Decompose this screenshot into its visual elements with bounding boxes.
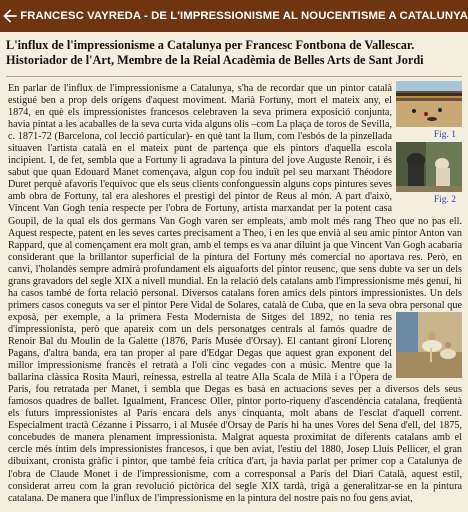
figure-2-caption: Fig. 2 [433, 195, 456, 206]
app-title: FRANCESC VAYREDA - DE L'IMPRESSIONISME AL NOUCENTISME A CATALUNYA [20, 10, 468, 22]
ballet-painting-image[interactable] [396, 312, 462, 378]
app-header [0, 0, 468, 32]
figure-2[interactable] [396, 142, 462, 206]
figure-3[interactable] [396, 312, 462, 380]
back-button[interactable] [0, 0, 20, 32]
figure-1-caption: Fig. 1 [433, 130, 456, 140]
article-body [0, 77, 468, 505]
figure-1[interactable] [396, 81, 462, 141]
arrow-left-icon [0, 6, 20, 26]
moulin-painting-image[interactable] [396, 142, 462, 192]
page-title: L'influx de l'impressionisme a Catalunya per Francesc Fontbona de Vallescar. Historiador de l'Art, Membre de la Reial Acadèmia de Belles Arts de Sant Jordi [6, 38, 424, 67]
article-scroll-area[interactable] [0, 32, 468, 512]
bullring-painting-image[interactable] [396, 81, 462, 127]
article-text: En parlar de l'influx de l'impressionisme a Catalunya, s'ha de recordar que un pintor català estigué ben a prop dels orígens d'aquest moviment. Marià Fortuny, mort el mateix any, el 1874, en què els impressionistes francesos celebraven la seva primera exposició conjunta, havia pintat a les acaballes de la seva curta vida alguns olis –com La plaça de toros de Sevilla, c. 1871-72 (Barcelona, col lecció particular)- en què tant la llum, com l'esbós de la pinzellada situaven l'artista català en el mateix punt de partença que els pintors d'aquella escola incipient. I, de fet, sembla que a Fortuny li agradava la pintura del jove Auguste Renoir, i és sabut que quan Edouard Manet començava, algun cop fou induït pel seu marxant Théodore Duret perquè afavoris l'equívoc que els seus clients confonguessin alguns cops pintures seves amb obra de Fortuny, tal era aleshores el prestigi del pintor de Reus al món. A part d'això, Vincent Van Gogh tenia respecte per l'obra de Fortuny, artista marxandat per la potent casa Goupil, de la qual els dos germans Van Gogh varen ser empleats, amb molt més rang Theo que no pas ell. Aquest respecte, patent en les seves cartes precisament a Theo, i en les que envià al seu amic pintor Anton van Rappard, que al començament era molt gran, amb el temps es va anar diluint ja que Vincent Van Gogh acabaria considerant que la brillantor superficial de la pintura del Fortuny més comercial no aportava res. Però, en canvi, l'holandès sempre admirà profundament els aiguaforts del pintor reusenc, que sens dubte va ser un dels grans gravadors del segle XIX a nivell mundial. En la relació dels catalans amb l'impressionisme més genuí, hi ha casos també de forta relació personal. Diversos catalans foren amics dels pintors impressionistes. Un dels primers casos coneguts va ser el pintor Pere Vidal de Solares, català de Cuba, que en la seva obra personal que exposà, per exemple, a la primera Festa Modernista de Sitges del 1892, no tenia res d'impressionista, però que apareix com un dels personatges centrals al famós quadre de Renoir Bal du Moulin de la Galette (1876, París Musée d'Orsay). El cantant gironí Llorenç Pagans, d'altra banda, era tan proper al pare d'Edgar Degas que aquest gran exponent del millor impressionisme francès el retratà a l'oli cinc vegades con a músic. Mentre que la ballarina clàssica Rosita Mauri, reinessa, estrella al teatre Alla Scala de Milà i a l'Òpera de París, fou retratada per Manet, i sembla que Degas es basà en actuacions seves per a diversos dels seus famosos quadres de ballet. Igualment, Francesc Oller, pintor porto-riqueny d'ascendència catalana, freqüentà els futurs impressionistes al París encara dels anys cinquanta, molt abans de l'esclat d'aquell corrent. Especialment tractà Cézanne i Pissarro, i al Musée d'Orsay de París hi ha unes Vores del Sena d'ell, del 1875, concebudes de manera plenament impressionista. Malgrat aquesta proximitat de diferents catalans amb el cercle més íntim dels impressionistes francesos, i que ben aviat, l'estiu del 1880, Josep Lluís Pellicer, el gran dibuixant, cronista gràfic i pintor, que també feia crítica d'art, ja havia parlat per primer cop a Catalunya de l'obra de Claude Monet i de l'impressionisme, com a corresponsal a París del Diari Català, aquest estil, considerat arreu com la gran revolució pictòrica del segle XIX tardà, trigà a generalitzar-se en la pintura catalana. De manera que l'influx de l'impressionisme en la pintura del nostre país no fou gens aviat, [8, 83, 462, 504]
